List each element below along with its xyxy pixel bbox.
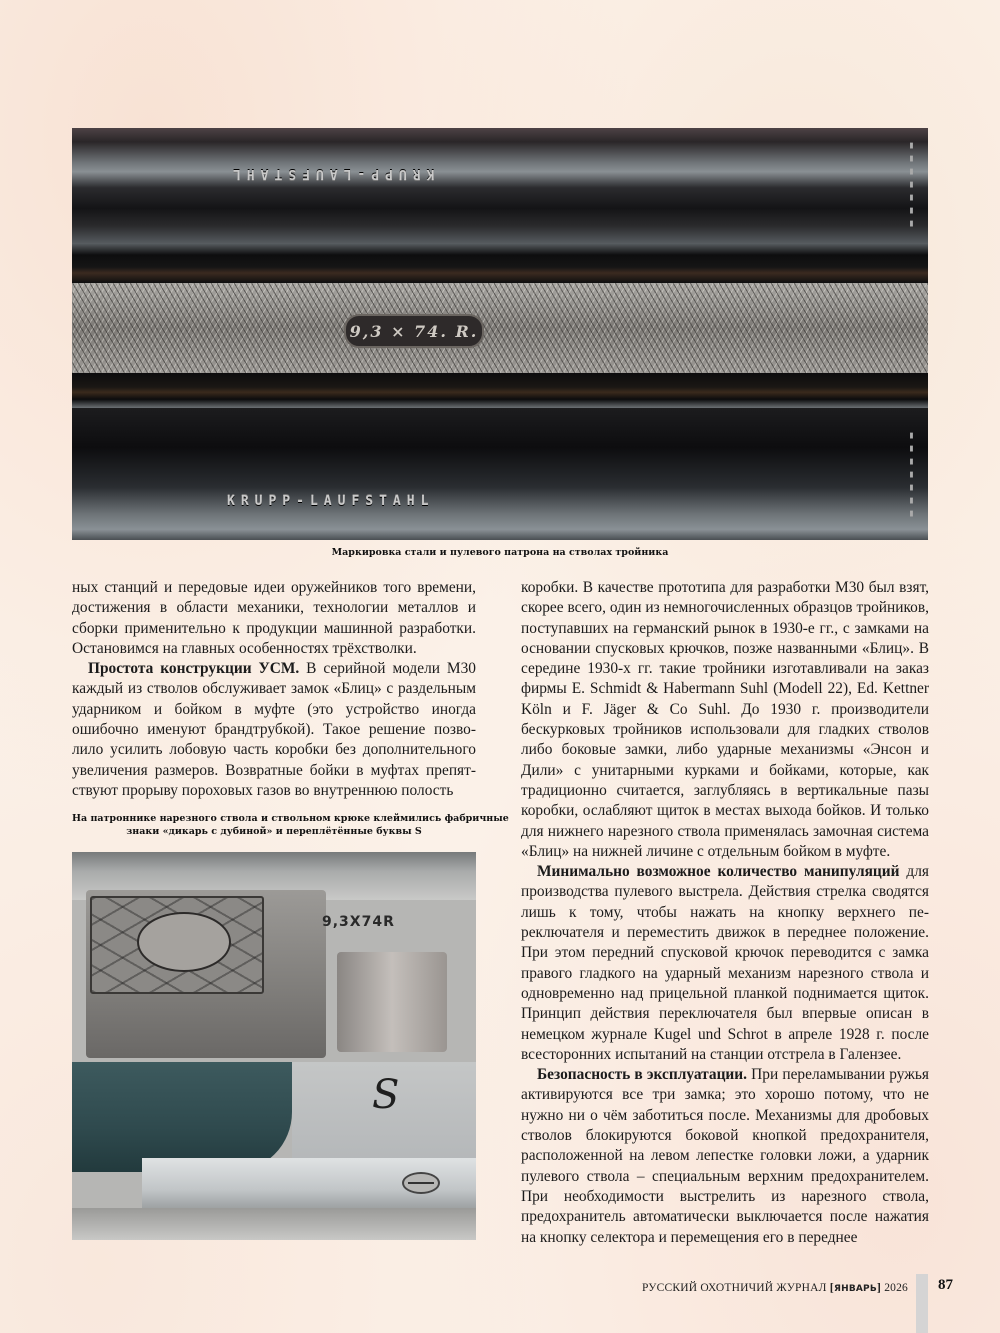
upper-rib — [72, 243, 928, 283]
paragraph-text: В серийной модели М30 каждый из стволов обслуживает замок «Блиц» с раздельным ударником и бойком в муфте (это устройство иногда ошибочно именуют брандтрубкой). Такое решение позволило усилить лобовую часть коробки без дополнительного увеличения размеров. Возвратные бойки в муфтах препятствуют прорыву пороховых газов во внутреннюю полость — [72, 660, 476, 799]
paragraph — [521, 862, 929, 1065]
paragraph-lead: Простота конструкции УСМ. — [88, 660, 300, 678]
issue-month: ЯНВАРЬ — [833, 1284, 877, 1294]
caption-line: На патроннике нарезного ствола и ствольном крюке клеймились фабричные — [72, 813, 509, 824]
paragraph-text: коробки. В качестве прототипа для разработки М30 был взят, скорее всего, один из немногочисленных образцов тройников, поступавших на германский рынок в 1930-е гг., с замками на основании спусковых крючков, позже названными «Блиц». В середине 1930-х гг. такие тройники изготавливали на заказ фирмы E. Schmidt & Habermann Suhl (Modell 22), Ed. Kettner Köln и F. Jäger & Co Suhl. До 1930 г. производители бескурковых тройников использовали для гладких стволов либо боковые замки, либо ударные механизмы «Энсон и Дили» с унитарными курками и бойками, которые, как традиционно считается, заглубляясь в вертикальные пазы коробки, ослабляют щиток в местах выхода бойков. И только для нижнего нарезного ствола применялась замочная система «Блиц» на нижней личине с отдельным бойком в муфте. — [521, 579, 929, 860]
paragraph — [521, 578, 929, 862]
barrels-photo-caption: Маркировка стали и пулевого патрона на стволах тройника — [331, 547, 669, 558]
engraved-rib — [72, 283, 928, 373]
wild-man-emblem — [137, 912, 231, 972]
receiver-photo-caption — [72, 812, 509, 838]
paragraph — [72, 578, 476, 659]
side-mark-bottom: ▮▮▮▮▮▮▮ — [906, 428, 917, 519]
paragraph-lead: Безопасность в эксплуатации. — [537, 1066, 748, 1084]
lower-barrel — [72, 408, 928, 540]
bracket-close: ] — [876, 1280, 882, 1294]
receiver-caliber-mark: 9,3X74R — [322, 914, 395, 930]
caliber-mark: 9,3 × 74. R. — [349, 321, 479, 341]
paragraph-text: ных станций и передовые идеи оружейников того времени, достижения в области механики, технологии металлов и сборки применительно к продукции машинной разработки. Остановимся на главных особенностях трёхстволки. — [72, 579, 476, 657]
magazine-title: РУССКИЙ ОХОТНИЧИЙ ЖУРНАЛ — [642, 1282, 827, 1294]
paragraph — [521, 1065, 929, 1248]
upper-barrel — [72, 128, 928, 243]
paragraph — [72, 659, 476, 801]
receiver-bottom — [72, 1208, 476, 1240]
chamber-face — [337, 952, 447, 1052]
caliber-cartouche — [344, 314, 484, 348]
page-edge-tab — [916, 1274, 928, 1333]
receiver-photo — [72, 852, 476, 1240]
side-mark-top: ▮▮▮▮▮▮▮ — [906, 138, 917, 229]
blued-surface — [72, 1062, 292, 1172]
article-column-right — [521, 578, 929, 1248]
bracket-open: [ — [829, 1280, 834, 1294]
paragraph-text: При переламывании ружья активируются все три замка; это хорошо потому, что не нужно ни о чём заботиться после. Механизмы для дробовых стволов блокируются боковой кнопкой предохранителя, расположенной на левом лепестке головки ложи, а ударник пулевого ствола – специальным верхним предохранителем. При необходимости выстрелить из нарезного ствола, предохранитель автоматически выключается после нажатия на кнопку селектора и перемещения его в переднее — [521, 1066, 929, 1246]
article-column-left — [72, 578, 476, 801]
screw-icon — [402, 1172, 440, 1194]
paragraph-text: для производства пулевого выстрела. Действия стрелка сводятся лишь к тому, чтобы нажать на кнопку верхнего переключателя и переместить движок в переднее положение. При этом передний спусковой крючок переводится с замка правого гладкого на ударный механизм нарезного ствола и одновременно над прицельной планкой поднимается щиток. Принцип действия переключателя был впервые описан в немецком журнале Kugel und Schrot в апреле 1928 г. после всесторонних испытаний на станции отстрела в Галензее. — [521, 863, 929, 1063]
ss-monogram: S — [372, 1072, 400, 1118]
page-number: 87 — [938, 1277, 953, 1293]
caption-line: знаки «дикарь с дубиной» и переплётённые буквы S — [126, 826, 422, 837]
running-footer — [642, 1280, 908, 1295]
barrels-photo — [72, 128, 928, 540]
barrel-engraving-top: KRUPP-LAUFSTAHL — [227, 166, 435, 181]
issue-year: 2026 — [884, 1282, 908, 1294]
lower-rib — [72, 373, 928, 408]
paragraph-lead: Минимально возможное количество манипуляций — [537, 863, 900, 881]
barrel-engraving-bottom: KRUPP-LAUFSTAHL — [227, 494, 435, 509]
